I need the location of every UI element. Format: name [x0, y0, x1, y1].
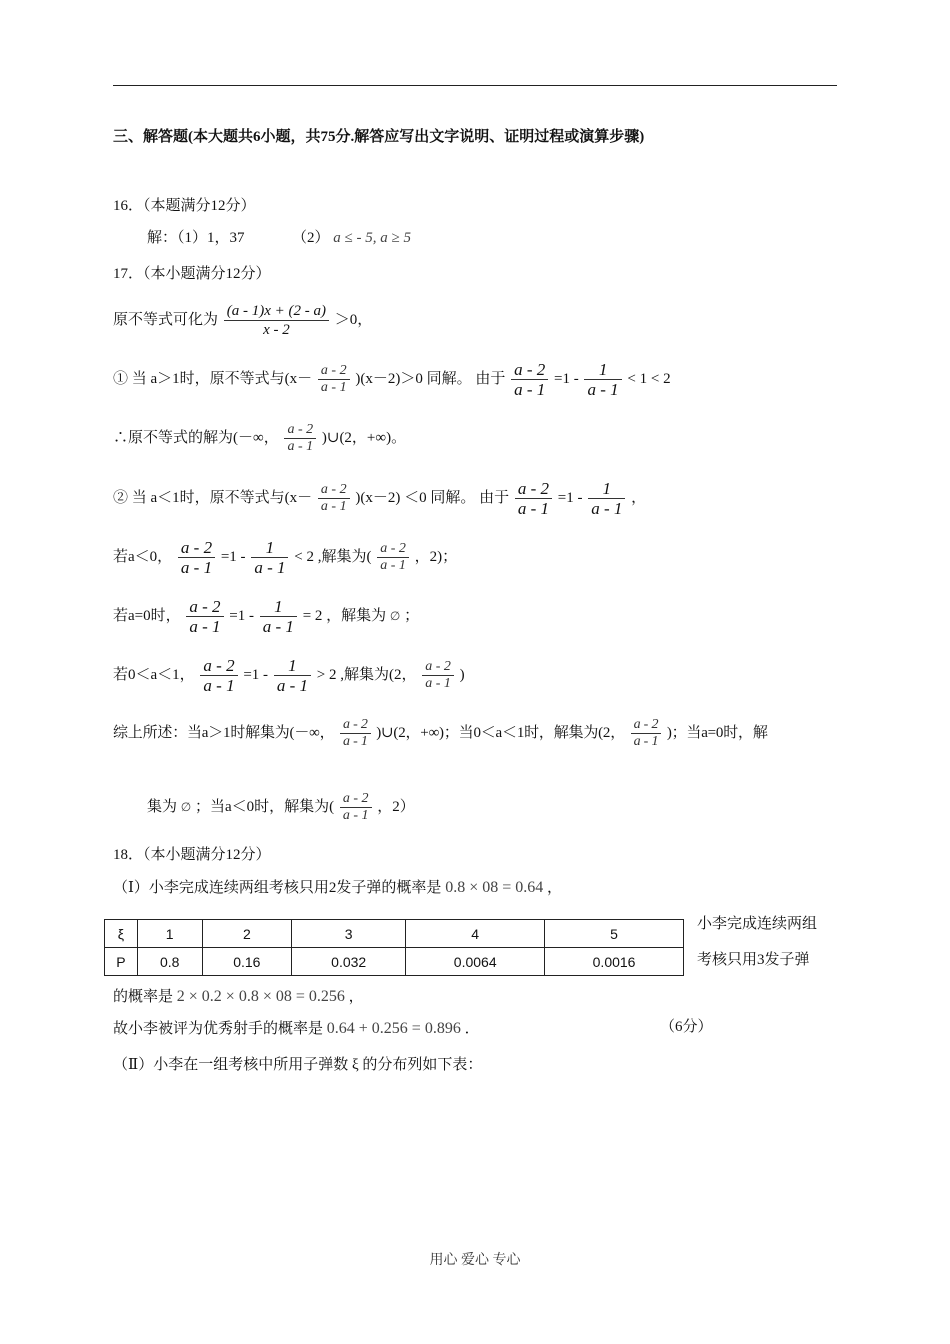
case1-fraction-large: $\frac{a - 2}{a - 1}$ — [511, 360, 548, 399]
empty-set-symbol: ∅ — [389, 609, 401, 623]
q17-sub3: 若0＜a＜1， $\frac{a - 2}{a - 1}$ =1 - $\frac{1}{a - 1}$ > 2 ,解集为(2， $\frac{a - 2}{a - 1}$ ) — [113, 656, 465, 696]
table-cell: 0.0016 — [545, 948, 684, 976]
summary2-part-a: 集为 — [147, 799, 178, 815]
sub3-eq: =1 - — [243, 667, 269, 683]
q18-part2: （Ⅱ）小李在一组考核中所用子弹数 ξ 的分布列如下表： — [113, 1057, 483, 1073]
table-cell: 5 — [545, 920, 684, 948]
case2-eq: =1 - — [557, 490, 583, 506]
intro-numerator: (a - 1)x + (2 - a) — [224, 302, 329, 321]
table-cell: P — [105, 948, 138, 976]
summary-part-a: 综上所述：当a＞1时解集为(－∞， — [113, 725, 335, 741]
case2-condition: ② 当 a＜1时，原不等式与(x－ — [113, 490, 313, 506]
sub1-prefix: 若a＜0， — [113, 549, 173, 565]
case2-one-fraction: $\frac{1}{a - 1}$ — [588, 479, 625, 518]
part1-math: 0.8 × 08 = 0.64 — [445, 879, 544, 896]
prob3-math: 2 × 0.2 × 0.8 × 08 = 0.256 — [176, 988, 345, 1005]
sub2-middle: = 2 ，解集为 — [302, 608, 387, 624]
sub1-eq: =1 - — [220, 549, 246, 565]
table-row — [105, 948, 684, 976]
case1-solution-suffix: )∪(2，+∞)。 — [321, 430, 407, 446]
q17-intro-fraction — [224, 302, 329, 339]
summary-part-b: )∪(2，+∞)；当0＜a＜1时，解集为(2， — [376, 725, 626, 741]
case2-end: ， — [631, 490, 647, 506]
side-text-1: 小李完成连续两组 — [697, 916, 818, 932]
case1-prefix: ① 当 — [113, 371, 147, 387]
q18-header: 18．（本小题满分12分） — [113, 847, 271, 863]
summary-part-c: )；当a=0时，解 — [666, 725, 768, 741]
table-cell: 0.032 — [292, 948, 406, 976]
case2-fraction: $\frac{a - 2}{a - 1}$ — [318, 482, 350, 515]
prob3-prefix: 的概率是 — [113, 989, 174, 1005]
q17-header: 17．（本小题满分12分） — [113, 266, 271, 282]
q16-answer-part2-label: （2） — [292, 230, 330, 246]
case1-fraction: $\frac{a - 2}{a - 1}$ — [318, 363, 350, 396]
q17-intro-text: 原不等式可化为 — [113, 312, 219, 328]
q17-sub2: 若a=0时， $\frac{a - 2}{a - 1}$ =1 - $\frac{1}{a - 1}$ = 2 ，解集为 ∅ ； — [113, 597, 420, 637]
table-cell: 4 — [406, 920, 545, 948]
sub1-middle: < 2 ,解集为( — [294, 549, 372, 565]
excellent-prefix: 故小李被评为优秀射手的概率是 — [113, 1021, 324, 1037]
q17-intro-suffix: ＞0， — [334, 312, 373, 328]
case1-eq: =1 - — [554, 371, 579, 387]
case1-condition: a＞1时，原不等式与(x－ — [150, 371, 313, 387]
sub3-prefix: 若0＜a＜1， — [113, 667, 195, 683]
section-title: 三、解答题(本大题共6小题，共75分.解答应写出文字说明、证明过程或演算步骤) — [113, 129, 645, 145]
q16-answer — [147, 228, 411, 248]
part1-text: （Ⅰ）小李完成连续两组考核只用2发子弹的概率是 — [113, 880, 442, 896]
excellent-end: ． — [464, 1021, 480, 1037]
case1-solution-fraction: $\frac{a - 2}{a - 1}$ — [284, 422, 316, 455]
table-cell: 1 — [137, 920, 202, 948]
case2-fraction-large: $\frac{a - 2}{a - 1}$ — [515, 479, 552, 518]
q17-summary-line2: 集为 ∅ ；当a＜0时，解集为( $\frac{a - 2}{a - 1}$ ，2） — [147, 791, 415, 824]
table-cell: 0.16 — [202, 948, 291, 976]
case1-end: < 1 < 2 — [627, 371, 671, 387]
table-cell: 0.8 — [137, 948, 202, 976]
q16-answer-part2-math: a ≤ - 5, a ≥ 5 — [333, 230, 411, 246]
part1-end: ， — [546, 880, 562, 896]
q17-case1 — [113, 357, 671, 401]
sub2-prefix: 若a=0时， — [113, 608, 181, 624]
q17-case2 — [113, 476, 646, 520]
header-rule — [113, 85, 837, 86]
excellent-math: 0.64 + 0.256 = 0.896 — [326, 1020, 461, 1037]
case1-one-fraction: $\frac{1}{a - 1}$ — [584, 360, 621, 399]
q17-sub1: 若a＜0， $\frac{a - 2}{a - 1}$ =1 - $\frac{1}{a - 1}$ < 2 ,解集为( $\frac{a - 2}{a - 1}$ ，2)； — [113, 538, 458, 578]
sub3-middle: > 2 ,解集为(2， — [316, 667, 417, 683]
sub1-end: ，2)； — [414, 549, 458, 565]
table-cell: 0.0064 — [406, 948, 545, 976]
score-note: （6分） — [660, 1019, 713, 1035]
q17-summary: 综上所述：当a＞1时解集为(－∞， $\frac{a - 2}{a - 1}$ )∪(2，+∞)；当0＜a＜1时，解集为(2， $\frac{a - 2}{a - 1}$ )；当a=0时，解 — [113, 717, 768, 750]
q16-answer-part1: 解：（1）1，37 — [147, 230, 245, 246]
table-row — [105, 920, 684, 948]
q17-intro — [113, 298, 372, 342]
q17-case1-solution — [113, 416, 406, 460]
summary2-part-b: ；当a＜0时，解集为( — [194, 799, 335, 815]
case1-solution-prefix: ∴原不等式的解为(－∞， — [113, 430, 279, 446]
case2-middle: )(x－2) ＜0 同解。 由于 — [355, 490, 510, 506]
table-cell: 2 — [202, 920, 291, 948]
table-cell: 3 — [292, 920, 406, 948]
intro-denominator: x - 2 — [263, 322, 290, 339]
table-cell: ξ — [105, 920, 138, 948]
side-text-2: 考核只用3发子弹 — [697, 952, 810, 968]
empty-set-symbol: ∅ — [180, 800, 192, 814]
sub2-eq: =1 - — [229, 608, 255, 624]
sub3-end: ) — [459, 667, 465, 683]
q16-header: 16．（本题满分12分） — [113, 198, 256, 214]
page-footer: 用心 爱心 专心 — [429, 1253, 521, 1268]
sub2-end: ； — [404, 608, 420, 624]
q18-part1 — [113, 878, 562, 898]
q18-excellent — [113, 1019, 480, 1039]
summary2-part-c: ，2） — [377, 799, 415, 815]
q18-prob3 — [113, 987, 364, 1007]
prob3-end: ， — [348, 989, 364, 1005]
distribution-table — [104, 919, 684, 976]
case1-middle: )(x－2)＞0 同解。 由于 — [355, 371, 506, 387]
